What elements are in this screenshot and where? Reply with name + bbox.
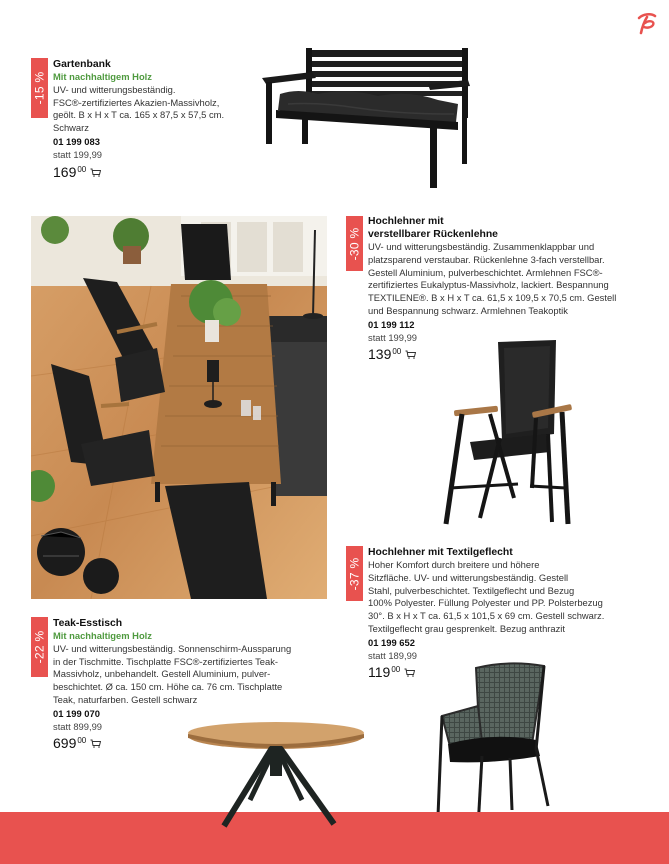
product-desc-line: Teak, naturfarben. Gestell schwarz: [53, 693, 198, 705]
old-price: statt 189,99: [368, 649, 417, 661]
price: [53, 165, 253, 180]
product-desc-line: und Bespannung schwarz. Armlehnen Teakoptik: [368, 304, 568, 316]
product-desc-line: Gestell Aluminium, pulverbeschichtet. Armlehnen FSC®-: [368, 266, 603, 278]
teak-table-image: [184, 720, 368, 832]
product-gartenbank: [53, 58, 253, 180]
product-desc-line: 30°. B x H x T ca. 61,5 x 101,5 x 69 cm. Gestell schwarz.: [368, 610, 605, 622]
article-number: 01 199 652: [368, 636, 415, 648]
price-cents: 00: [392, 347, 402, 357]
product-desc-line: UV- und witterungsbeständig. Zusammenklappbar und: [368, 241, 595, 252]
discount-badge: -30 %: [346, 216, 363, 271]
price-main: 139: [368, 346, 392, 363]
product-desc-line: FSC®-zertifiziertes Akazien-Massivholz,: [53, 96, 220, 108]
discount-badge: -37 %: [346, 546, 363, 601]
cart-icon[interactable]: [405, 350, 416, 359]
product-desc-line: Hoher Komfort durch breitere und höhere: [368, 559, 540, 570]
cart-icon[interactable]: [90, 739, 101, 748]
product-subtitle: Mit nachhaltigem Holz: [53, 71, 152, 82]
article-number: 01 199 112: [368, 318, 415, 330]
product-title-line: Hochlehner mit: [368, 216, 444, 227]
cart-icon[interactable]: [90, 168, 101, 177]
product-desc-line: beschichtet. Ø ca. 150 cm. Höhe ca. 76 cm. Tischplatte: [53, 681, 283, 693]
old-price: statt 899,99: [53, 720, 102, 732]
price-main: 119: [368, 664, 391, 681]
product-desc-line: Massivholz, unbehandelt. Gestell Aluminium, pulver-: [53, 668, 271, 680]
cart-icon[interactable]: [404, 668, 415, 677]
product-desc-line: UV- und witterungsbeständig. Sonnenschirm-Aussparung: [53, 642, 292, 654]
discount-badge: -22 %: [31, 617, 48, 677]
product-desc-line: Schwarz: [53, 122, 89, 134]
reclining-chair-image: [440, 338, 574, 526]
product-desc-line: TEXTILENE®. B x H x T ca. 61,5 x 109,5 x 70,5 cm. Gestell: [368, 292, 617, 304]
price-cents: 00: [77, 164, 87, 174]
price-main: 699: [53, 735, 77, 752]
discount-badge: -15 %: [31, 58, 48, 118]
tchibo-logo-icon[interactable]: [633, 10, 659, 36]
product-title: Gartenbank: [53, 59, 111, 70]
product-desc-line: geölt. B x H x T ca. 165 x 87,5 x 57,5 cm.: [53, 109, 225, 121]
product-desc-line: UV- und witterungsbeständig.: [53, 83, 176, 95]
patio-dining-photo: [31, 216, 327, 599]
product-subtitle: Mit nachhaltigem Holz: [53, 630, 152, 641]
product-desc-line: Sitzfläche. UV- und witterungsbeständig. Gestell: [368, 571, 569, 583]
product-desc-line: Textilgeflecht grau gesprenkelt. Bezug anthrazit: [368, 622, 565, 634]
product-desc-line: zertifiziertes Eukalyptus-Massivholz, lackiert. Bespannung: [368, 279, 609, 291]
product-desc-line: in der Tischmitte. Tischplatte FSC®-zertifiziertes Teak-: [53, 655, 279, 667]
price-cents: 00: [77, 736, 87, 746]
article-number: 01 199 083: [53, 135, 100, 147]
price-cents: 00: [391, 665, 401, 675]
garden-bench-image: [258, 44, 472, 192]
old-price: statt 199,99: [368, 331, 417, 343]
product-desc-line: platzsparend verstaubar. Rückenlehne 3-fach verstellbar.: [368, 253, 605, 265]
woven-chair-image: [432, 660, 554, 830]
product-title-line: verstellbarer Rückenlehne: [368, 229, 498, 240]
product-desc-line: Stahl, pulverbeschichtet. Textilgeflecht und Bezug: [368, 584, 575, 596]
price-main: 169: [53, 163, 77, 180]
product-title: Teak-Esstisch: [53, 618, 123, 629]
article-number: 01 199 070: [53, 707, 100, 719]
product-title: Hochlehner mit Textilgeflecht: [368, 547, 513, 558]
old-price: statt 199,99: [53, 148, 102, 160]
product-desc-line: 100% Polyester. Füllung Polyester und PP. Polsterbezug: [368, 597, 603, 609]
